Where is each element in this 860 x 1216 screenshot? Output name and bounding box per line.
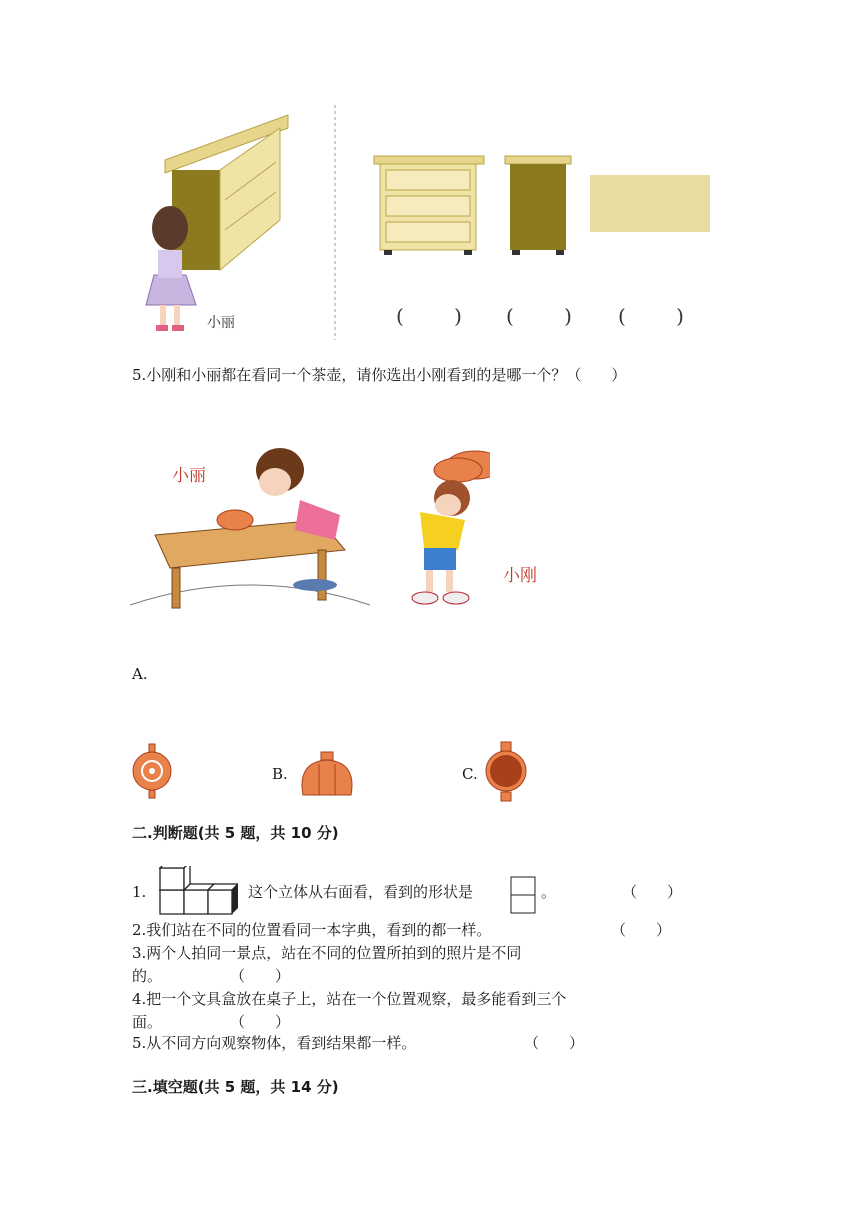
section-3-heading: 三.填空题(共 5 题，共 14 分) xyxy=(132,1078,339,1096)
tf-item-1-tail: 。 xyxy=(541,883,557,901)
option-c-label[interactable]: C. xyxy=(462,765,478,783)
cube-stack-drawing xyxy=(158,866,238,916)
tf-item-4-line2: 面。 xyxy=(132,1013,163,1031)
stacked-cubes-figure xyxy=(158,866,238,916)
two-square-column-icon xyxy=(510,876,536,914)
tf-item-2-paren[interactable]: （ ） xyxy=(611,921,672,939)
answer-blank-3[interactable]: ( ) xyxy=(618,304,706,328)
option-c-teapot[interactable] xyxy=(484,740,528,804)
option-a-teapot[interactable] xyxy=(130,742,174,802)
tf-item-3-line1: 3.两个人拍同一景点，站在不同的位置所拍到的照片是不同 xyxy=(132,944,522,962)
tf-item-4-line1: 4.把一个文具盒放在桌子上，站在一个位置观察，最多能看到三个 xyxy=(132,990,567,1008)
girl-label: 小丽 xyxy=(207,315,235,331)
answer-blank-1[interactable]: ( ) xyxy=(396,304,484,328)
tf-item-5-text: 5.从不同方向观察物体，看到结果都一样。 xyxy=(132,1034,417,1052)
tf-item-1-number: 1. xyxy=(132,883,147,901)
section-2-heading: 二.判断题(共 5 题，共 10 分) xyxy=(132,824,339,842)
girl-label-2: 小丽 xyxy=(172,466,206,486)
option-a-label[interactable]: A. xyxy=(132,665,148,683)
tf-item-1-text: 这个立体从右面看，看到的形状是 xyxy=(248,883,474,901)
tf-item-3-line2: 的。 xyxy=(132,967,163,985)
tf-item-1-paren[interactable]: （ ） xyxy=(622,883,683,901)
option-b-teapot[interactable] xyxy=(295,750,359,800)
question-5: 5.小刚和小丽都在看同一个茶壶，请你选出小刚看到的是哪一个？（ ） xyxy=(132,366,627,384)
tf-item-3-paren[interactable]: （ ） xyxy=(230,967,291,985)
option-b-label[interactable]: B. xyxy=(272,765,288,783)
tf-item-4-paren[interactable]: （ ） xyxy=(230,1013,291,1031)
boy-illustration xyxy=(390,450,490,610)
right-view-shape-icon xyxy=(510,876,536,914)
teapot-top-view-icon xyxy=(130,742,174,802)
tf-item-5-paren[interactable]: （ ） xyxy=(524,1034,585,1052)
teapot-side-view-icon xyxy=(295,750,359,800)
boy-figure xyxy=(390,450,490,610)
tf-item-2-text: 2.我们站在不同的位置看同一本字典，看到的都一样。 xyxy=(132,921,492,939)
teapot-bottom-view-icon xyxy=(484,740,528,804)
boy-label: 小刚 xyxy=(503,566,537,586)
answer-blank-2[interactable]: ( ) xyxy=(506,304,594,328)
